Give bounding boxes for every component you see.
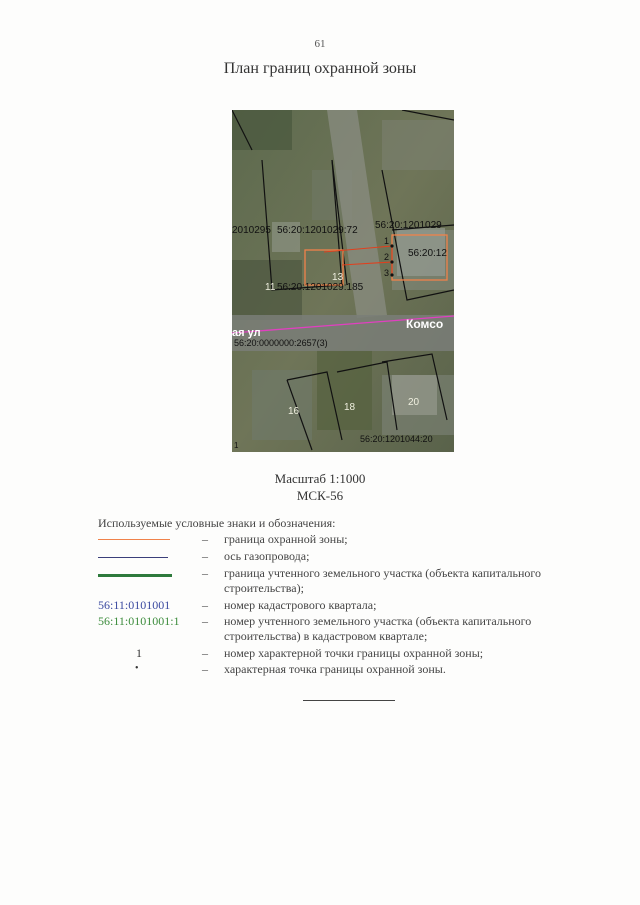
- coordinate-system: МСК-56: [296, 488, 344, 503]
- legend-dash: –: [202, 614, 208, 628]
- legend-dash: –: [202, 662, 208, 676]
- legend-desc-parcel-number: номер учтенного земельного участка (объекта капитального строительства) в кадастровом квартале;: [224, 614, 532, 643]
- label-point-1: 1: [384, 236, 390, 246]
- label-street-right: Комсо: [406, 317, 444, 331]
- label-quarter: 56:20:0000000:2657(3): [234, 338, 328, 348]
- label-point-2: 2: [384, 252, 390, 262]
- legend-dash: –: [202, 532, 208, 546]
- label-corner: 1: [234, 441, 239, 450]
- label-parcel-center-bottom: 56:20:1201029:185: [277, 282, 364, 293]
- page-title: План границ охранной зоны: [223, 60, 417, 77]
- map-image: [232, 110, 454, 452]
- legend-desc-quarter-number: номер кадастрового квартала;: [224, 598, 377, 612]
- legend-desc-point-number: номер характерной точки границы охранной зоны;: [224, 646, 484, 660]
- label-point-3: 3: [384, 268, 390, 278]
- satellite-map: [232, 110, 454, 452]
- scale-text: Масштаб 1:1000: [274, 471, 366, 486]
- legend-dash: –: [202, 566, 208, 580]
- legend-symbol-point-number: 1: [136, 646, 142, 660]
- legend-dash: –: [202, 549, 208, 563]
- label-street-left: ая ул: [232, 327, 261, 339]
- label-house-18: 18: [344, 402, 356, 413]
- legend-symbol-point-marker: •: [135, 663, 139, 674]
- legend-desc-parcel-boundary: граница учтенного земельного участка (объекта капитального строительства);: [224, 566, 542, 595]
- scale-block: [0, 470, 640, 504]
- label-house-16: 16: [288, 406, 300, 417]
- legend-symbol-quarter-number: 56:11:0101001: [98, 598, 171, 612]
- label-parcel-bottom-right: 56:20:1201044:20: [360, 434, 433, 444]
- page-number: 61: [314, 38, 326, 50]
- legend-dash: –: [202, 598, 208, 612]
- label-parcel-right: 56:20:12: [408, 248, 447, 259]
- legend-desc-pipeline-axis: ось газопровода;: [224, 549, 310, 563]
- label-house-13: 13: [332, 272, 344, 283]
- legend-heading: Используемые условные знаки и обозначения:: [98, 516, 336, 530]
- label-house-20: 20: [408, 397, 420, 408]
- label-parcel-right-top: 56:20:1201029: [375, 220, 442, 231]
- legend-dash: –: [202, 646, 208, 660]
- legend-symbol-parcel-number: 56:11:0101001:1: [98, 614, 180, 628]
- label-parcel-left-top: 2010295: [232, 225, 271, 236]
- legend-desc-point-marker: характерная точка границы охранной зоны.: [224, 662, 446, 676]
- signature-line: [303, 700, 395, 701]
- label-house-11: 11: [265, 282, 276, 293]
- legend-desc-zone-boundary: граница охранной зоны;: [224, 532, 348, 546]
- label-parcel-center-top: 56:20:1201029:72: [277, 225, 358, 236]
